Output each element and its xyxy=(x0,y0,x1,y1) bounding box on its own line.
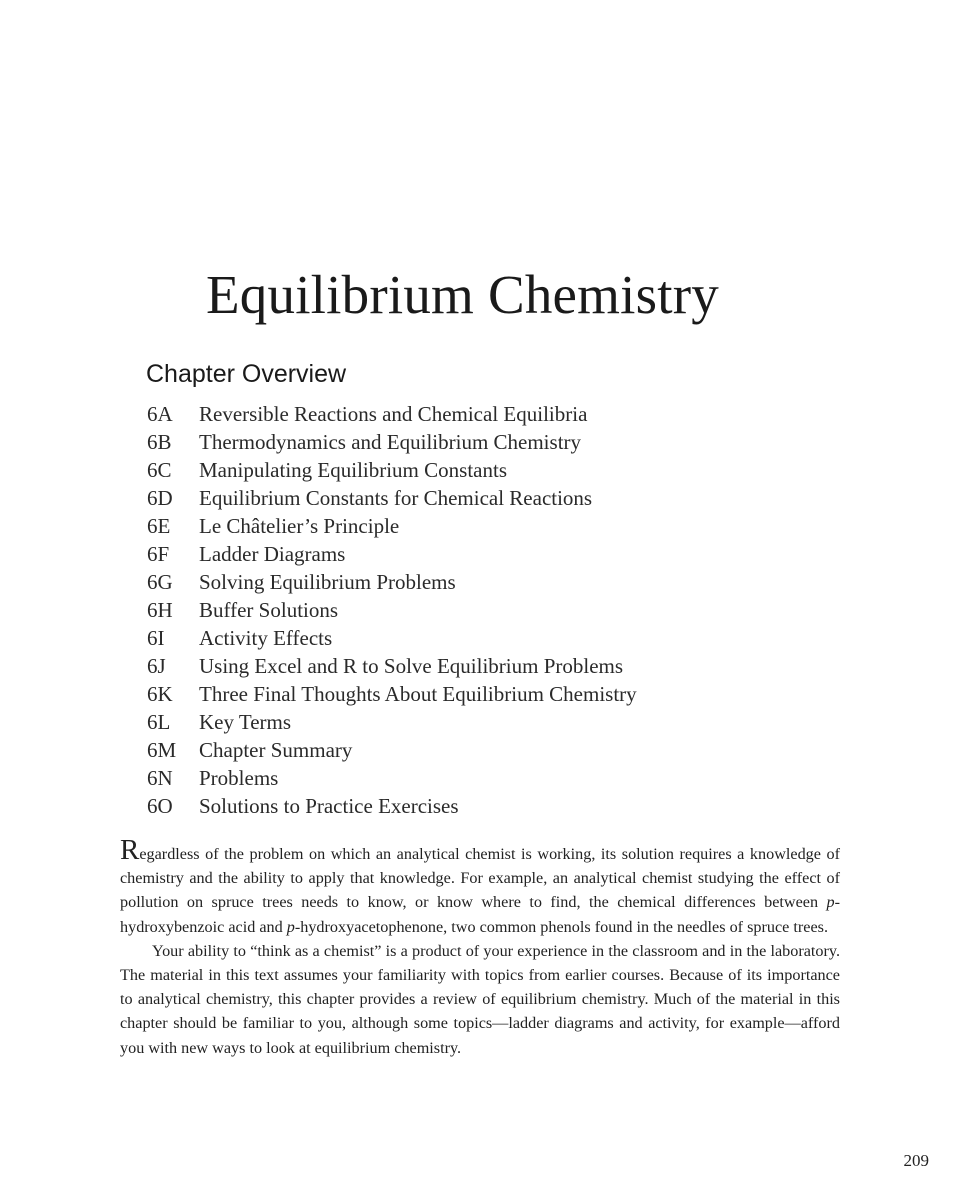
section-title: Le Châtelier’s Principle xyxy=(199,514,400,538)
section-code: 6H xyxy=(147,598,173,622)
intro-text: -hydroxyacetophenone, two common phenols found in the needles of spruce trees. xyxy=(294,917,828,936)
chapter-overview-list xyxy=(147,400,637,820)
overview-item xyxy=(147,568,637,596)
overview-item xyxy=(147,624,637,652)
para-prefix-italic: p xyxy=(826,893,835,912)
overview-item xyxy=(147,652,637,680)
overview-item xyxy=(147,484,637,512)
section-code: 6O xyxy=(147,794,173,818)
section-title: Buffer Solutions xyxy=(199,598,339,622)
section-code: 6K xyxy=(147,682,173,706)
section-title: Manipulating Equilibrium Constants xyxy=(199,458,507,482)
section-title: Key Terms xyxy=(199,710,292,734)
section-code: 6L xyxy=(147,710,171,734)
section-code: 6C xyxy=(147,458,172,482)
section-code: 6J xyxy=(147,654,166,678)
intro-paragraph-1 xyxy=(120,834,840,939)
para-prefix-italic: p xyxy=(286,917,295,936)
section-code: 6D xyxy=(147,486,173,510)
section-title: Three Final Thoughts About Equilibrium Chemistry xyxy=(199,682,637,706)
intro-text: -hydroxybenzoic acid and xyxy=(120,893,840,936)
chapter-overview-heading: Chapter Overview xyxy=(146,360,347,388)
section-code: 6F xyxy=(147,542,170,566)
section-code: 6A xyxy=(147,402,173,426)
section-title: Problems xyxy=(199,766,279,790)
overview-item xyxy=(147,764,637,792)
intro-text: egardless of the problem on which an analytical chemist is working, its solution requires a knowledge of chemistry and the ability to apply that knowledge. For example, an analytical chemist studying the effect of pollution on spruce trees needs to know, or know where to find, the chemical differences between xyxy=(120,845,840,912)
overview-item xyxy=(147,708,637,736)
section-title: Using Excel and R to Solve Equilibrium Problems xyxy=(199,654,624,678)
section-title: Thermodynamics and Equilibrium Chemistry xyxy=(199,430,582,454)
section-code: 6G xyxy=(147,570,173,594)
overview-item xyxy=(147,428,637,456)
drop-cap-letter: R xyxy=(120,834,140,866)
section-code: 6E xyxy=(147,514,171,538)
overview-item xyxy=(147,792,637,820)
chapter-introduction xyxy=(120,834,840,1060)
overview-item xyxy=(147,456,637,484)
overview-item xyxy=(147,512,637,540)
section-title: Ladder Diagrams xyxy=(199,542,346,566)
intro-paragraph-2: Your ability to “think as a chemist” is a product of your experience in the classroom and in the laboratory. The material in this text assumes your familiarity with topics from earlier courses. Because of its importance to analytical chemistry, this chapter provides a review of equilibrium chemistry. Much of the material in this chapter should be familiar to you, although some topics—ladder diagrams and activity, for example—afford you with new ways to look at equilibrium chemistry. xyxy=(120,941,840,1057)
overview-item xyxy=(147,540,637,568)
section-title: Activity Effects xyxy=(199,626,333,650)
section-title: Solutions to Practice Exercises xyxy=(199,794,459,818)
section-title: Equilibrium Constants for Chemical Reactions xyxy=(199,486,593,510)
section-title: Chapter Summary xyxy=(199,738,353,762)
overview-item xyxy=(147,680,637,708)
overview-item xyxy=(147,400,637,428)
section-code: 6B xyxy=(147,430,172,454)
section-code: 6M xyxy=(147,738,177,762)
section-code: 6I xyxy=(147,626,165,650)
section-title: Solving Equilibrium Problems xyxy=(199,570,456,594)
page-number: 209 xyxy=(903,1151,929,1170)
chapter-title: Equilibrium Chemistry xyxy=(206,264,719,325)
overview-item xyxy=(147,736,637,764)
overview-item xyxy=(147,596,637,624)
section-code: 6N xyxy=(147,766,173,790)
section-title: Reversible Reactions and Chemical Equilibria xyxy=(199,402,588,426)
